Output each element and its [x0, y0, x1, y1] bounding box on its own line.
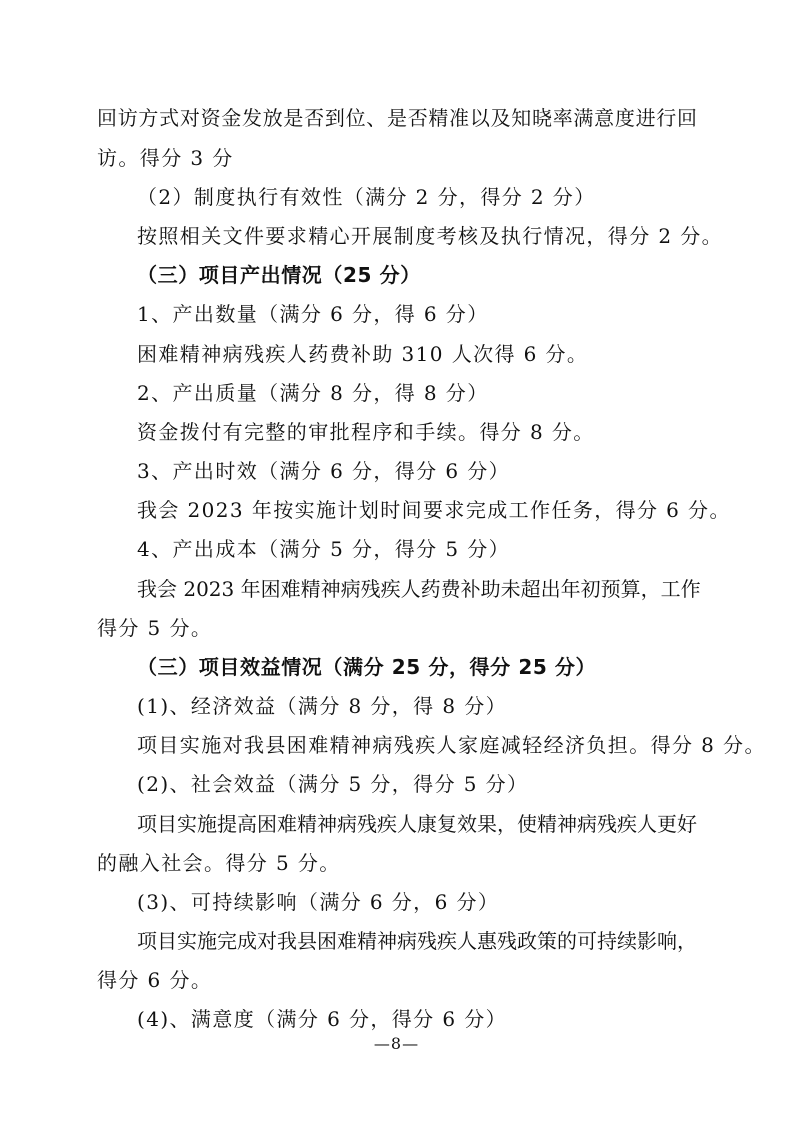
- paragraph-economic-benefit: 项目实施对我县困难精神病残疾人家庭减轻经济负担。得分 8 分。: [137, 733, 766, 757]
- item-output-quality: 2、产出质量（满分 8 分，得 8 分）: [137, 381, 489, 405]
- paragraph-social-benefit-line-2: 的融入社会。得分 5 分。: [97, 851, 341, 875]
- page-number: —8—: [373, 1034, 420, 1053]
- paragraph-output-cost-line-2: 得分 5 分。: [97, 616, 213, 640]
- section-heading-output: （三）项目产出情况（25 分）: [137, 263, 421, 287]
- item-social-benefit: (2)、社会效益（满分 5 分，得分 5 分）: [137, 772, 529, 796]
- paragraph-output-timeliness: 我会 2023 年按实施计划时间要求完成工作任务，得分 6 分。: [137, 498, 731, 522]
- item-output-cost: 4、产出成本（满分 5 分，得分 5 分）: [137, 537, 511, 561]
- paragraph-output-quantity: 困难精神病残疾人药费补助 310 人次得 6 分。: [137, 342, 589, 366]
- paragraph-revisit-line-2: 访。得分 3 分: [97, 146, 234, 170]
- section-heading-benefit: （三）项目效益情况（满分 25 分，得分 25 分）: [137, 655, 597, 679]
- item-output-timeliness: 3、产出时效（满分 6 分，得分 6 分）: [137, 459, 511, 483]
- paragraph-revisit-line-1: 回访方式对资金发放是否到位、是否精准以及知晓率满意度进行回: [97, 106, 697, 130]
- item-economic-benefit: (1)、经济效益（满分 8 分，得 8 分）: [137, 694, 508, 718]
- item-satisfaction: (4)、满意度（满分 6 分，得分 6 分）: [137, 1007, 508, 1031]
- paragraph-sustainable-impact-line-2: 得分 6 分。: [97, 968, 213, 992]
- item-output-quantity: 1、产出数量（满分 6 分，得 6 分）: [137, 302, 489, 326]
- item-sustainable-impact: (3)、可持续影响（满分 6 分，6 分）: [137, 890, 500, 914]
- paragraph-system-execution: 按照相关文件要求精心开展制度考核及执行情况，得分 2 分。: [137, 224, 724, 248]
- subsection-system-execution: （2）制度执行有效性（满分 2 分，得分 2 分）: [137, 185, 596, 209]
- paragraph-output-quality: 资金拨付有完整的审批程序和手续。得分 8 分。: [137, 420, 595, 444]
- paragraph-sustainable-impact-line-1: 项目实施完成对我县困难精神病残疾人惠残政策的可持续影响，: [137, 929, 697, 953]
- paragraph-social-benefit-line-1: 项目实施提高困难精神病残疾人康复效果，使精神病残疾人更好: [137, 812, 697, 836]
- paragraph-output-cost-line-1: 我会 2023 年困难精神病残疾人药费补助未超出年初预算，工作: [137, 577, 701, 601]
